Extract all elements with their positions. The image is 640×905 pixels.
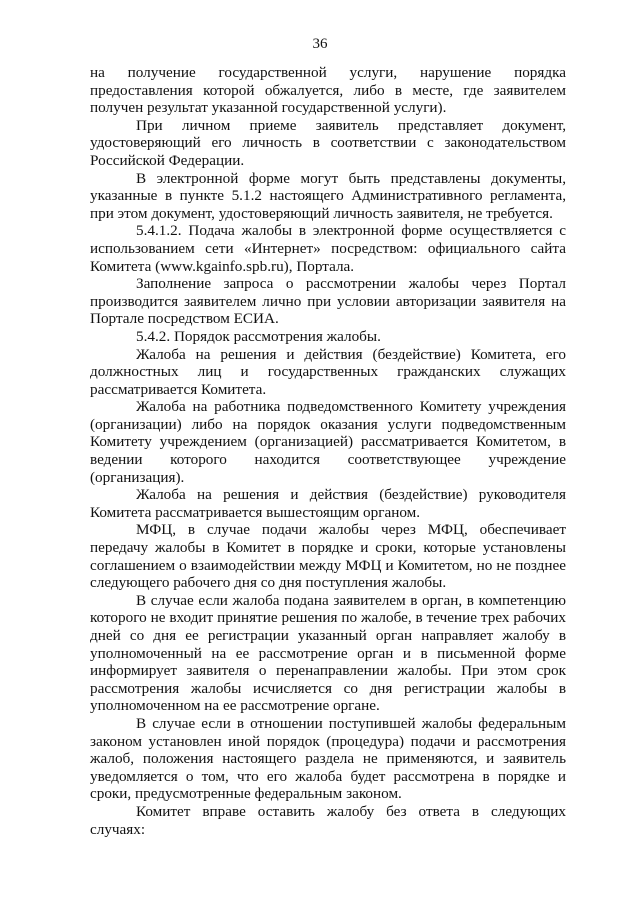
paragraph-personal-reception: При личном приеме заявитель представляет документ, удостоверяющий его личность в соответствии с законодательством Российской Федерации.: [90, 116, 566, 169]
paragraph-head-complaint: Жалоба на решения и действия (бездействие) руководителя Комитета рассматривается вышестоящим органом.: [90, 486, 566, 521]
section-heading-5-4-2: 5.4.2. Порядок рассмотрения жалобы.: [136, 327, 381, 345]
document-body: [90, 64, 566, 838]
paragraph-continuation: на получение государственной услуги, нарушение порядка предоставления которой обжалуется, либо в месте, где заявителем получен результат указанной государственной услуги).: [90, 64, 566, 117]
paragraph-5-4-1-2: 5.4.1.2. Подача жалобы в электронной форме осуществляется с использованием сети «Интернет» посредством: официального сайта Комитета (www.kgainfo.spb.ru), Портала.: [90, 222, 566, 275]
paragraph-mfc-transfer: МФЦ, в случае подачи жалобы через МФЦ, обеспечивает передачу жалобы в Комитет в порядке и сроки, которые установлены соглашением о взаимодействии между МФЦ и Комитетом, но не позднее следующего рабочего дня со дня поступления жалобы.: [90, 521, 566, 592]
paragraph-no-response-cases: Комитет вправе оставить жалобу без ответа в следующих случаях:: [90, 802, 566, 838]
page-number: 36: [312, 36, 328, 52]
paragraph-federal-law: В случае если в отношении поступившей жалобы федеральным законом установлен иной порядок (процедура) подачи и рассмотрения жалоб, положения настоящего раздела не применяются, и заявитель уведомляется о том, что его жалоба будет рассмотрена в порядке и сроки, предусмотренные федеральным законом.: [90, 714, 566, 803]
paragraph-portal-request: Заполнение запроса о рассмотрении жалобы через Портал производится заявителем лично при условии авторизации заявителя на Портале посредством ЕСИА.: [90, 275, 566, 328]
paragraph-committee-complaint: Жалоба на решения и действия (бездействие) Комитета, его должностных лиц и государственных гражданских служащих рассматривается Комитета.: [90, 345, 566, 398]
paragraph-electronic-form: В электронной форме могут быть представлены документы, указанные в пункте 5.1.2 настоящего Административного регламента, при этом документ, удостоверяющий личность заявителя, не требуется.: [90, 169, 566, 222]
paragraph-institution-complaint: Жалоба на работника подведомственного Комитету учреждения (организации) либо на порядок оказания услуги подведомственным Комитету учреждением (организацией) рассматривается Комитетом, в ведении которого находится соответствующее учреждение (организация).: [90, 398, 566, 486]
paragraph-redirection: В случае если жалоба подана заявителем в орган, в компетенцию которого не входит принятие решения по жалобе, в течение трех рабочих дней со дня ее регистрации указанный орган направляет жалобу в уполномоченный на ее рассмотрение орган и в письменной форме информирует заявителя о перенаправлении жалобы. При этом срок рассмотрения жалобы исчисляется со дня регистрации жалобы в уполномоченном на ее рассмотрение органе.: [90, 591, 566, 715]
